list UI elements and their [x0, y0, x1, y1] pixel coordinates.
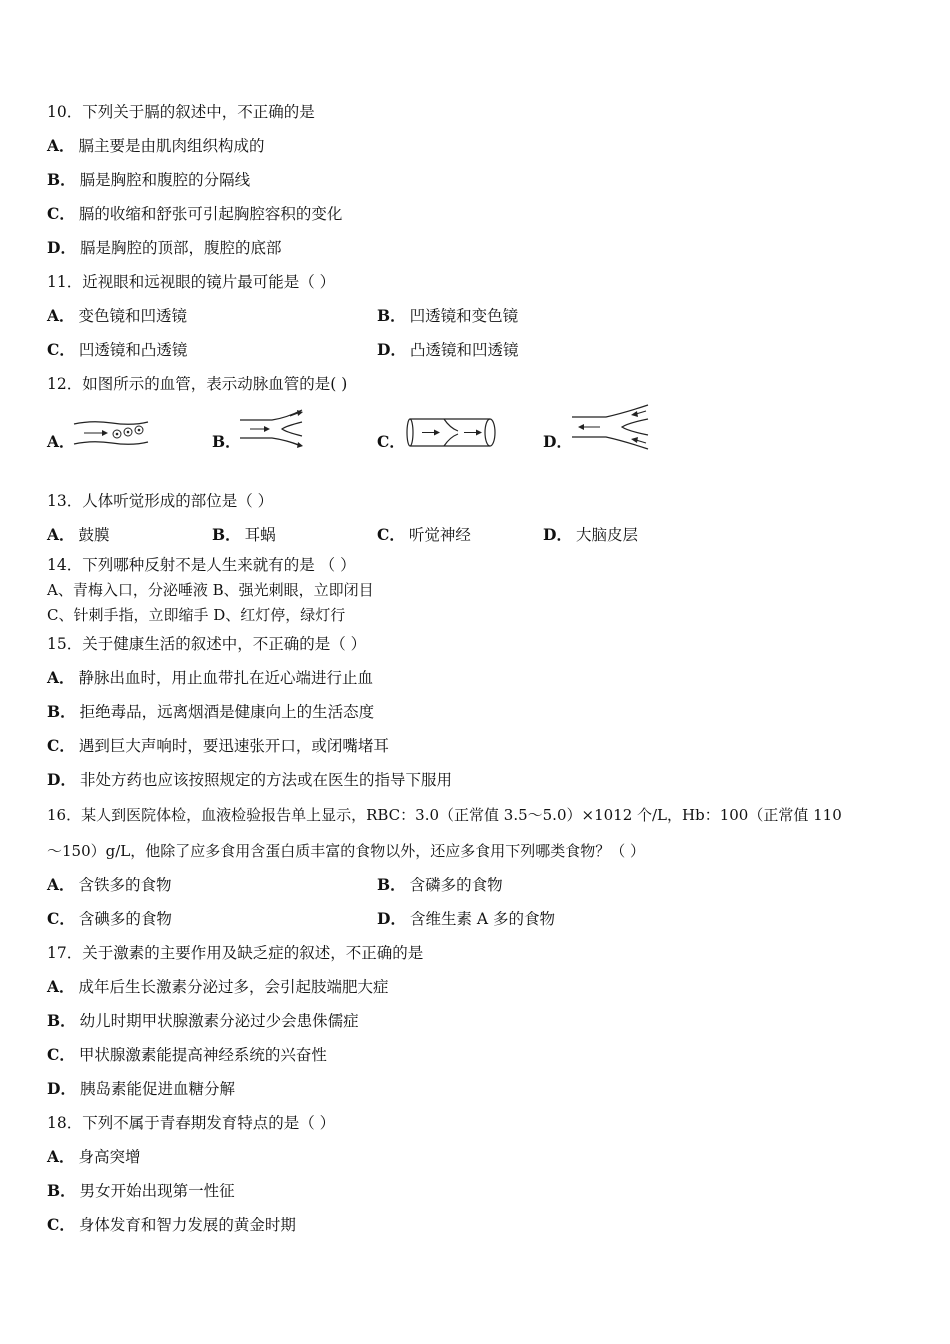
q12-option-c[interactable]: C．	[377, 432, 405, 451]
q15-option-d[interactable]: D． 非处方药也应该按照规定的方法或在医生的指导下服用	[47, 770, 452, 789]
q15-option-c[interactable]: C． 遇到巨大声响时，要迅速张开口，或闭嘴堵耳	[47, 736, 389, 755]
vessel-figure-d	[570, 403, 654, 451]
q16-stem-line1: 16．某人到医院体检，血液检验报告单上显示，RBC：3.0（正常值 3.5～5.0）×1012 个/L，Hb：100（正常值 110	[47, 806, 842, 824]
q10-option-c[interactable]: C． 膈的收缩和舒张可引起胸腔容积的变化	[47, 204, 343, 223]
q13-stem: 13．人体听觉形成的部位是（ ）	[47, 492, 274, 510]
q16-option-c[interactable]: C． 含碘多的食物	[47, 909, 172, 928]
q11-option-d[interactable]: D． 凸透镜和凹透镜	[377, 340, 519, 359]
q18-option-b[interactable]: B． 男女开始出现第一性征	[47, 1181, 235, 1200]
q17-option-a[interactable]: A． 成年后生长激素分泌过多，会引起肢端肥大症	[47, 977, 389, 996]
q16-option-a[interactable]: A． 含铁多的食物	[47, 875, 172, 894]
q12-option-b[interactable]: B．	[212, 432, 241, 451]
q11-option-a[interactable]: A． 变色镜和凹透镜	[47, 306, 188, 325]
q18-stem: 18．下列不属于青春期发育特点的是（ ）	[47, 1114, 336, 1132]
q10-option-b[interactable]: B． 膈是胸腔和腹腔的分隔线	[47, 170, 251, 189]
q17-option-d[interactable]: D． 胰岛素能促进血糖分解	[47, 1079, 235, 1098]
q18-option-a[interactable]: A． 身高突增	[47, 1147, 141, 1166]
q13-option-b[interactable]: B． 耳蜗	[212, 525, 276, 544]
q15-option-b[interactable]: B． 拒绝毒品，远离烟酒是健康向上的生活态度	[47, 702, 375, 721]
q17-option-b[interactable]: B． 幼儿时期甲状腺激素分泌过少会患侏儒症	[47, 1011, 359, 1030]
q15-stem: 15．关于健康生活的叙述中，不正确的是（ ）	[47, 635, 367, 653]
q12-stem: 12．如图所示的血管，表示动脉血管的是( )	[47, 375, 348, 393]
q11-stem: 11．近视眼和远视眼的镜片最可能是（ ）	[47, 273, 336, 291]
q14-stem: 14．下列哪种反射不是人生来就有的是 （ ）	[47, 556, 356, 574]
q14-options-row2[interactable]: C、针刺手指，立即缩手 D、红灯停，绿灯行	[47, 606, 346, 624]
q13-option-c[interactable]: C． 听觉神经	[377, 525, 471, 544]
q15-option-a[interactable]: A． 静脉出血时，用止血带扎在近心端进行止血	[47, 668, 374, 687]
q12-option-d[interactable]: D．	[543, 432, 572, 451]
vessel-figure-a	[72, 418, 152, 450]
q13-option-a[interactable]: A． 鼓膜	[47, 525, 110, 544]
q16-option-d[interactable]: D． 含维生素 A 多的食物	[377, 909, 556, 928]
q10-stem: 10．下列关于膈的叙述中，不正确的是	[47, 103, 315, 121]
q10-option-d[interactable]: D． 膈是胸腔的顶部，腹腔的底部	[47, 238, 282, 257]
q13-option-d[interactable]: D． 大脑皮层	[543, 525, 638, 544]
q11-option-c[interactable]: C． 凹透镜和凸透镜	[47, 340, 188, 359]
q16-option-b[interactable]: B． 含磷多的食物	[377, 875, 503, 894]
q14-options-row1[interactable]: A、青梅入口，分泌唾液 B、强光刺眼，立即闭目	[47, 581, 374, 599]
q16-stem-line2: ～150）g/L，他除了应多食用含蛋白质丰富的食物以外，还应多食用下列哪类食物？（ ）	[47, 842, 646, 860]
q11-option-b[interactable]: B． 凹透镜和变色镜	[377, 306, 519, 325]
vessel-figure-c	[406, 416, 498, 450]
q17-option-c[interactable]: C． 甲状腺激素能提高神经系统的兴奋性	[47, 1045, 327, 1064]
vessel-figure-b	[238, 408, 310, 448]
q10-option-a[interactable]: A． 膈主要是由肌肉组织构成的	[47, 136, 265, 155]
q17-stem: 17．关于激素的主要作用及缺乏症的叙述，不正确的是	[47, 944, 424, 962]
q12-option-a[interactable]: A．	[47, 432, 75, 451]
q18-option-c[interactable]: C． 身体发育和智力发展的黄金时期	[47, 1215, 296, 1234]
